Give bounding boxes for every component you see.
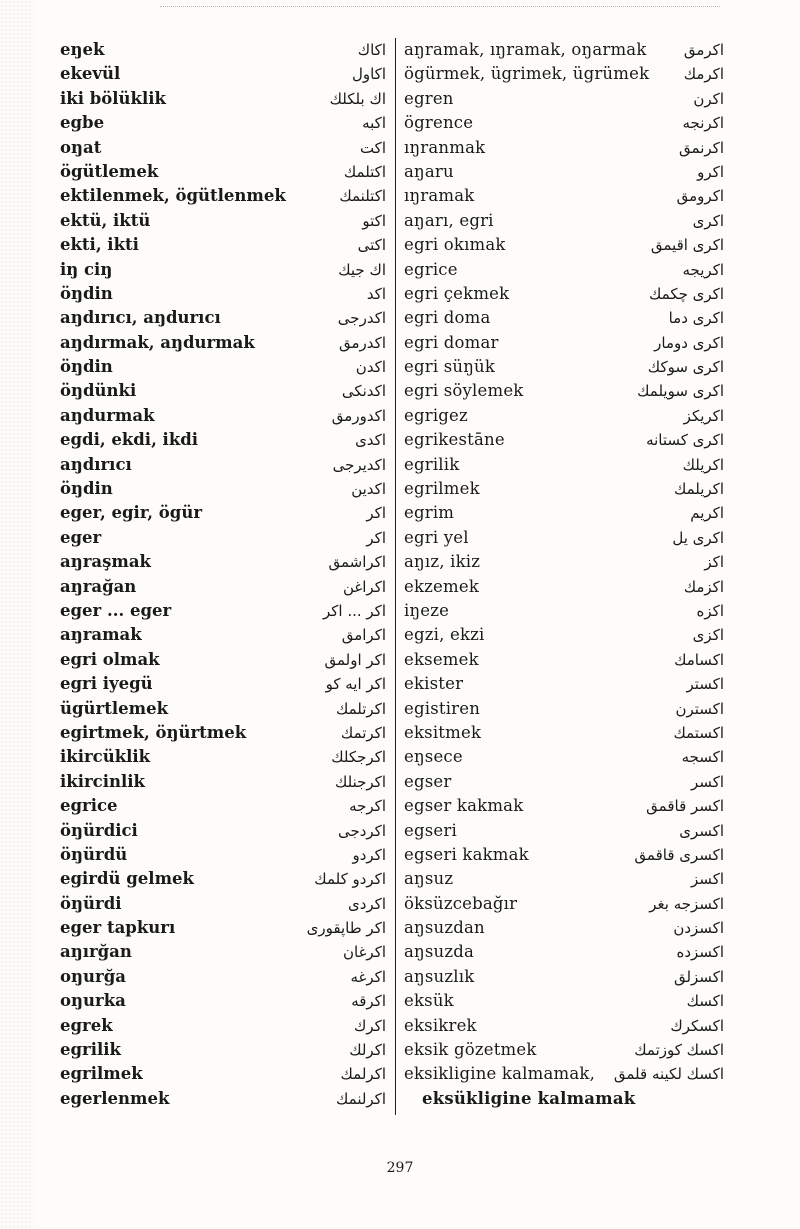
latin-headword: aŋdırmak, aŋdurmak <box>60 332 255 352</box>
ottoman-headword: اكتو <box>362 211 386 230</box>
right-column <box>404 38 728 1111</box>
ottoman-headword: اكسك <box>686 992 724 1011</box>
dictionary-entry <box>60 526 390 550</box>
dictionary-entry <box>60 477 390 501</box>
latin-headword: egser <box>404 771 452 791</box>
dictionary-entry <box>60 379 390 403</box>
ottoman-headword: اكرى چكمك <box>649 284 724 303</box>
ottoman-headword: اكريجه <box>682 260 724 279</box>
ottoman-headword: اكرجنلك <box>335 772 386 791</box>
latin-headword: öŋdin <box>60 479 113 499</box>
latin-headword: ögrence <box>404 113 474 133</box>
dictionary-entry <box>404 258 728 282</box>
latin-headword: ögütlemek <box>60 161 159 181</box>
dictionary-entry <box>404 453 728 477</box>
ottoman-headword: اكسزده <box>676 943 724 962</box>
latin-headword: ıŋramak <box>404 186 475 206</box>
dictionary-entry <box>60 233 390 257</box>
latin-headword: egri yel <box>404 527 469 547</box>
latin-headword: ekister <box>404 674 464 694</box>
latin-headword: aŋramak <box>60 625 142 645</box>
ottoman-headword: اكديرجى <box>332 455 386 474</box>
ottoman-headword: اكرى كستانه <box>646 431 724 450</box>
dictionary-entry <box>404 672 728 696</box>
dictionary-entry <box>404 282 728 306</box>
latin-headword: aŋız, ikiz <box>404 552 481 572</box>
dictionary-entry <box>60 575 390 599</box>
dictionary-entry <box>60 111 390 135</box>
dictionary-entry <box>60 501 390 525</box>
ottoman-headword: اكرن <box>693 89 724 108</box>
latin-headword: egseri <box>404 820 457 840</box>
ottoman-headword: اكت <box>359 138 386 157</box>
latin-headword: egser kakmak <box>404 796 524 816</box>
ottoman-headword: اكاك <box>357 41 386 59</box>
dictionary-entry <box>404 233 728 257</box>
ottoman-headword: اكسترن <box>675 699 724 718</box>
ottoman-headword: اكرى دومار <box>654 333 724 352</box>
dictionary-entry <box>60 404 390 428</box>
dictionary-entry <box>404 965 728 989</box>
latin-headword: egri okımak <box>404 235 506 255</box>
latin-headword: ekti, ikti <box>60 235 139 255</box>
dictionary-entry <box>404 697 728 721</box>
dictionary-entry <box>60 87 390 111</box>
latin-headword: egseri kakmak <box>404 844 529 864</box>
ottoman-headword: اكرنمق <box>679 138 724 157</box>
dictionary-entry <box>404 87 728 111</box>
dictionary-entry <box>404 501 728 525</box>
dictionary-entry <box>404 843 728 867</box>
latin-headword: egrigez <box>404 405 468 425</box>
ottoman-headword: اكد <box>366 284 386 303</box>
dictionary-entry <box>60 989 390 1013</box>
latin-headword: egirdü gelmek <box>60 869 194 889</box>
dictionary-entry <box>404 623 728 647</box>
dictionary-entry <box>404 819 728 843</box>
dictionary-entry <box>60 1014 390 1038</box>
dictionary-entry <box>404 794 728 818</box>
latin-headword: eger <box>60 527 102 547</box>
latin-headword: aŋırğan <box>60 942 132 962</box>
latin-headword: eger ... eger <box>60 600 172 620</box>
ottoman-headword: اكزمك <box>683 577 724 596</box>
latin-headword: aŋdurmak <box>60 405 155 425</box>
ottoman-headword: اكردى <box>347 894 386 913</box>
latin-headword: eksikligine kalmamak, <box>404 1064 596 1084</box>
latin-headword: egdi, ekdi, ikdi <box>60 430 199 450</box>
latin-headword: eksik gözetmek <box>404 1040 537 1060</box>
dictionary-entry <box>404 160 728 184</box>
latin-headword: egri domar <box>404 332 499 352</box>
latin-headword: egrilik <box>404 454 460 474</box>
ottoman-headword: اكرى <box>692 211 724 230</box>
ottoman-headword: اكر <box>366 528 386 547</box>
latin-headword: eŋsece <box>404 747 463 767</box>
dictionary-entry <box>60 940 390 964</box>
ottoman-headword: اكدن <box>355 358 386 377</box>
latin-headword: ekzemek <box>404 576 480 596</box>
ottoman-headword: اكسامك <box>674 650 724 669</box>
dictionary-entry <box>60 331 390 355</box>
latin-headword: aŋarı, egri <box>404 210 494 230</box>
latin-headword: egirtmek, öŋürtmek <box>60 722 247 742</box>
latin-headword: eger, egir, ögür <box>60 503 203 523</box>
dictionary-entry <box>60 1087 390 1111</box>
ottoman-headword: اكرلمك <box>340 1065 386 1084</box>
latin-headword: aŋsuzdan <box>404 918 485 938</box>
ottoman-headword: اكرامق <box>341 626 386 645</box>
dictionary-entry <box>60 160 390 184</box>
latin-headword: egrice <box>404 259 458 279</box>
dictionary-entry <box>60 697 390 721</box>
dictionary-entry <box>60 916 390 940</box>
latin-headword: egrim <box>404 503 455 523</box>
latin-headword: eksitmek <box>404 722 482 742</box>
ottoman-headword: اكرغان <box>342 943 386 962</box>
latin-headword: ügürtlemek <box>60 698 168 718</box>
ottoman-headword: اكرغه <box>350 967 386 986</box>
ottoman-headword: اكردو <box>352 845 386 864</box>
dictionary-entry <box>60 258 390 282</box>
latin-headword: eksikrek <box>404 1015 477 1035</box>
ottoman-headword: اكرجه <box>349 797 386 816</box>
ottoman-headword: اكرومق <box>676 187 724 206</box>
ottoman-headword: اكرلنمك <box>336 1089 386 1108</box>
ottoman-headword: اكر ايه كو <box>325 675 386 694</box>
ottoman-headword: اكرى سوكك <box>647 358 724 377</box>
dictionary-entry <box>60 38 390 62</box>
latin-headword: aŋsuzlık <box>404 966 475 986</box>
dictionary-entry <box>404 428 728 452</box>
dictionary-entry <box>60 428 390 452</box>
ottoman-headword: اكسرى <box>679 821 724 840</box>
latin-headword: ıŋranmak <box>404 137 486 157</box>
latin-headword: öŋdin <box>60 357 113 377</box>
latin-headword: egerlenmek <box>60 1088 170 1108</box>
ottoman-headword: اكبه <box>362 114 386 133</box>
ottoman-headword: اكرنجه <box>682 114 724 133</box>
latin-headword: egrice <box>60 796 118 816</box>
latin-headword: iki bölüklik <box>60 88 166 108</box>
dictionary-entry <box>60 794 390 818</box>
latin-headword: egistiren <box>404 698 481 718</box>
latin-headword: egbe <box>60 113 105 133</box>
ottoman-headword: اكرك <box>354 1016 386 1035</box>
ottoman-headword: اكر ... اكر <box>322 601 386 620</box>
dictionary-entry <box>60 282 390 306</box>
dictionary-entry <box>404 1087 728 1111</box>
dictionary-entry <box>404 526 728 550</box>
dictionary-entry <box>404 721 728 745</box>
ottoman-headword: اكدرمق <box>339 333 386 352</box>
latin-headword: aŋdırıcı, aŋdurıcı <box>60 308 221 328</box>
ottoman-headword: اك جيك <box>338 260 386 279</box>
dictionary-entry <box>60 672 390 696</box>
ottoman-headword: اكتى <box>357 236 386 255</box>
latin-headword: aŋdırıcı <box>60 454 132 474</box>
ottoman-headword: اكدورمق <box>331 406 386 425</box>
ottoman-headword: اكريلك <box>682 455 724 474</box>
dictionary-entry <box>404 1014 728 1038</box>
dictionary-entry <box>404 184 728 208</box>
dictionary-entry <box>404 379 728 403</box>
ottoman-headword: اكرقه <box>351 992 386 1011</box>
dictionary-entry <box>60 1062 390 1086</box>
ottoman-headword: اكسز <box>691 870 724 889</box>
dictionary-entry <box>60 453 390 477</box>
latin-headword: ekevül <box>60 64 121 84</box>
ottoman-headword: اكسزجه بغر <box>649 894 724 913</box>
ottoman-headword: اكر اولمق <box>324 650 386 669</box>
latin-headword: oŋurka <box>60 991 126 1011</box>
latin-headword: egrilmek <box>404 479 480 499</box>
dictionary-entry <box>404 404 728 428</box>
ottoman-headword: اكرتلمك <box>335 699 386 718</box>
ottoman-headword: اكز <box>704 553 724 572</box>
dictionary-entry <box>60 209 390 233</box>
ottoman-headword: اكزه <box>696 601 724 620</box>
ottoman-headword: اكر طاپقورى <box>306 919 386 938</box>
dictionary-entry <box>404 1062 728 1086</box>
ottoman-headword: اكدين <box>351 480 386 499</box>
ottoman-headword: اكرجكلك <box>331 748 386 767</box>
dictionary-entry <box>60 770 390 794</box>
dictionary-entry <box>404 940 728 964</box>
latin-headword: iŋ ciŋ <box>60 259 113 279</box>
dictionary-entry <box>60 721 390 745</box>
latin-headword: oŋat <box>60 137 102 157</box>
dictionary-entry <box>60 184 390 208</box>
ottoman-headword: اكسر <box>691 772 724 791</box>
ottoman-headword: اكريلمك <box>673 480 724 499</box>
ottoman-headword: اك بلكلك <box>329 89 386 108</box>
ottoman-headword: اكر <box>366 504 386 523</box>
dictionary-entry <box>60 355 390 379</box>
dictionary-entry <box>60 599 390 623</box>
page-edge-texture <box>0 0 34 1229</box>
ottoman-headword: اكتلمك <box>343 162 386 181</box>
ottoman-headword: اكدرجى <box>337 309 386 328</box>
dictionary-entry <box>60 843 390 867</box>
dictionary-entry <box>404 916 728 940</box>
dictionary-entry <box>60 62 390 86</box>
ottoman-headword: اكرى دما <box>668 309 724 328</box>
dictionary-entry <box>60 306 390 330</box>
latin-headword: aŋrağan <box>60 576 137 596</box>
latin-headword: eksükligine kalmamak <box>422 1088 636 1108</box>
ottoman-headword: اكستمك <box>673 723 724 742</box>
latin-headword: eger tapkurı <box>60 918 176 938</box>
ottoman-headword: اكاول <box>351 65 386 84</box>
dictionary-entry <box>60 136 390 160</box>
latin-headword: eksük <box>404 991 454 1011</box>
dictionary-entry <box>404 331 728 355</box>
ottoman-headword: اكدى <box>355 431 386 450</box>
ottoman-headword: اكسك لكينه قلمق <box>613 1065 724 1084</box>
ottoman-headword: اكسر قاقمق <box>646 797 724 816</box>
latin-headword: iŋeze <box>404 600 450 620</box>
dictionary-entry <box>404 1038 728 1062</box>
ottoman-headword: اكراشمق <box>328 553 386 572</box>
dictionary-entry <box>60 550 390 574</box>
dictionary-entry <box>60 648 390 672</box>
latin-headword: egrilik <box>60 1040 121 1060</box>
latin-headword: öŋürdici <box>60 820 138 840</box>
column-divider <box>395 38 396 1115</box>
dictionary-entry <box>404 599 728 623</box>
latin-headword: egrilmek <box>60 1064 143 1084</box>
ottoman-headword: اكدنكى <box>341 382 386 401</box>
latin-headword: egri olmak <box>60 649 160 669</box>
latin-headword: egzi, ekzi <box>404 625 485 645</box>
dictionary-entry <box>404 575 728 599</box>
latin-headword: aŋramak, ıŋramak, oŋarmak <box>404 40 647 59</box>
dictionary-entry <box>404 648 728 672</box>
page-number: 297 <box>386 1160 414 1176</box>
ottoman-headword: اكراغن <box>342 577 386 596</box>
latin-headword: oŋurğa <box>60 966 126 986</box>
ottoman-headword: اكسزدن <box>673 919 724 938</box>
ottoman-headword: اكردو كلمك <box>314 870 386 889</box>
dictionary-entry <box>404 867 728 891</box>
ottoman-headword: اكرلك <box>349 1041 386 1060</box>
latin-headword: ikircüklik <box>60 747 151 767</box>
dictionary-entry <box>60 1038 390 1062</box>
left-column <box>60 38 390 1111</box>
dictionary-entry <box>60 867 390 891</box>
ottoman-headword: اكسك كوزتمك <box>634 1041 724 1060</box>
ottoman-headword: اكرو <box>697 162 724 181</box>
ottoman-headword: اكسزلق <box>673 967 724 986</box>
dictionary-entry <box>404 111 728 135</box>
ottoman-headword: اكريكز <box>683 406 724 425</box>
latin-headword: egren <box>404 88 454 108</box>
ottoman-headword: اكرمك <box>683 65 724 84</box>
ottoman-headword: اكرتمك <box>340 723 386 742</box>
ottoman-headword: اكسجه <box>681 748 724 767</box>
dictionary-entry <box>404 550 728 574</box>
latin-headword: egri doma <box>404 308 491 328</box>
latin-headword: öŋürdü <box>60 844 128 864</box>
ottoman-headword: اكتلنمك <box>339 187 386 206</box>
dictionary-entry <box>404 62 728 86</box>
dictionary-entry <box>60 745 390 769</box>
latin-headword: öŋdin <box>60 283 113 303</box>
dictionary-entry <box>404 209 728 233</box>
latin-headword: ektilenmek, ögütlenmek <box>60 186 286 206</box>
dictionary-entry <box>404 136 728 160</box>
dictionary-entry <box>404 306 728 330</box>
ottoman-headword: اكرى سويلمك <box>637 382 724 401</box>
dictionary-entry <box>404 989 728 1013</box>
latin-headword: aŋsuz <box>404 869 454 889</box>
dictionary-entry <box>404 770 728 794</box>
latin-headword: egri söylemek <box>404 381 524 401</box>
ottoman-headword: اكزى <box>692 626 724 645</box>
latin-headword: aŋsuzda <box>404 942 475 962</box>
latin-headword: ikircinlik <box>60 771 145 791</box>
latin-headword: egrikestāne <box>404 430 505 450</box>
ottoman-headword: اكرى يل <box>672 528 724 547</box>
latin-headword: egri çekmek <box>404 283 510 303</box>
ottoman-headword: اكسرى قاقمق <box>634 845 724 864</box>
latin-headword: ektü, iktü <box>60 210 151 230</box>
ottoman-headword: اكريم <box>690 504 724 523</box>
latin-headword: aŋraşmak <box>60 552 151 572</box>
latin-headword: öŋürdi <box>60 893 122 913</box>
latin-headword: egri süŋük <box>404 357 496 377</box>
top-rule <box>160 6 720 8</box>
latin-headword: egri iyegü <box>60 674 153 694</box>
dictionary-entry <box>404 745 728 769</box>
latin-headword: egrek <box>60 1015 113 1035</box>
dictionary-entry <box>404 477 728 501</box>
ottoman-headword: اكردجى <box>337 821 386 840</box>
ottoman-headword: اكرى اقيمق <box>650 236 724 255</box>
dictionary-entry <box>404 355 728 379</box>
dictionary-entry <box>60 892 390 916</box>
dictionary-entry <box>60 623 390 647</box>
latin-headword: eksemek <box>404 649 479 669</box>
ottoman-headword: اكستر <box>686 675 724 694</box>
dictionary-entry <box>404 38 728 62</box>
latin-headword: öksüzcebağır <box>404 893 518 913</box>
latin-headword: eŋek <box>60 40 105 59</box>
latin-headword: ögürmek, ügrimek, ügrümek <box>404 64 650 84</box>
dictionary-entry <box>60 819 390 843</box>
ottoman-headword: اكرمق <box>683 41 724 59</box>
latin-headword: öŋdünki <box>60 381 137 401</box>
latin-headword: aŋaru <box>404 161 454 181</box>
ottoman-headword: اكسكرك <box>670 1016 724 1035</box>
dictionary-entry <box>60 965 390 989</box>
dictionary-entry <box>404 892 728 916</box>
